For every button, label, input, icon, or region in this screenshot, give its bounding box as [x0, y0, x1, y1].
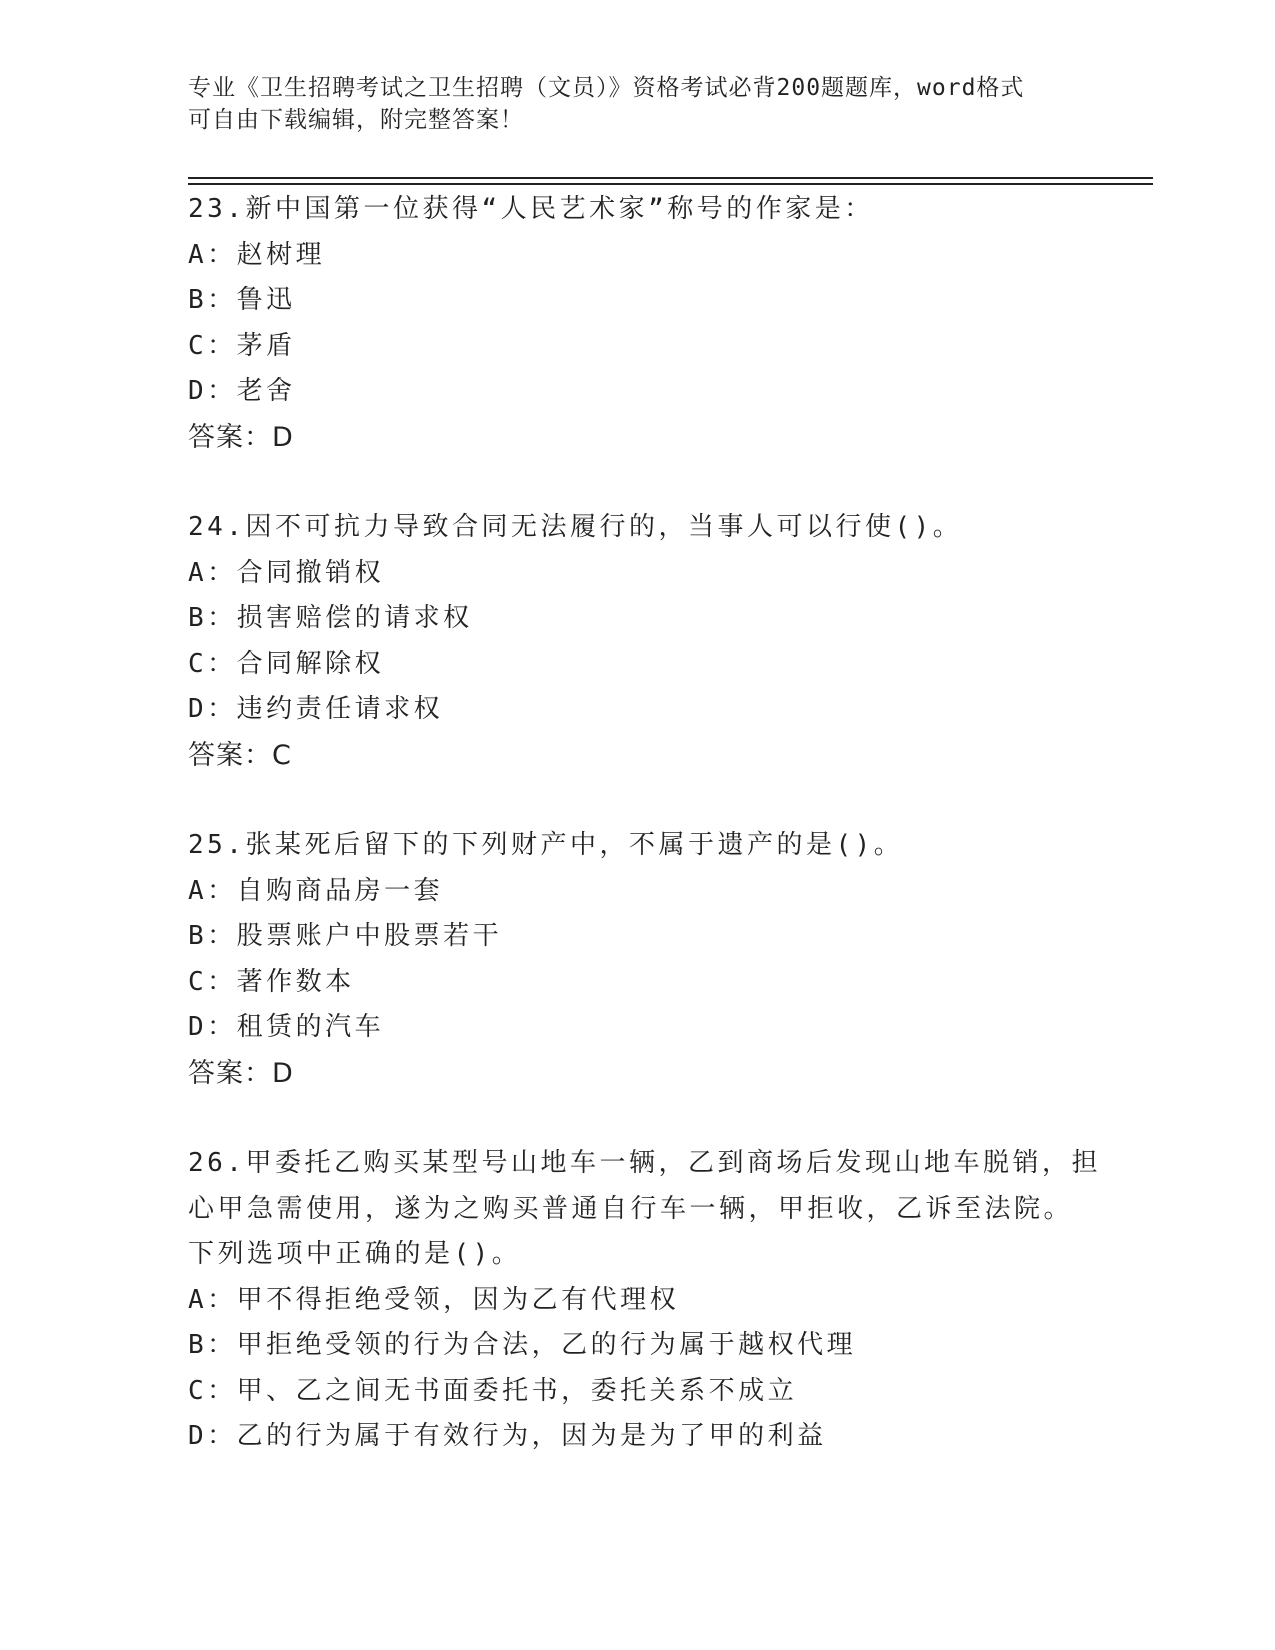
option-c: C：茅盾	[188, 330, 296, 361]
header-divider-top	[188, 177, 1153, 179]
option-b: B：鲁迅	[188, 285, 296, 315]
option-d: D：违约责任请求权	[188, 694, 444, 724]
question-stem: 24.因不可抗力导致合同无法履行的，当事人可以行使()。	[188, 512, 963, 542]
option-d: D：租赁的汽车	[188, 1012, 385, 1042]
question-item	[188, 187, 1088, 460]
question-stem-line-1: 26.甲委托乙购买某型号山地车一辆，乙到商场后发现山地车脱销，担	[188, 1148, 1101, 1178]
option-a: A：自购商品房一套	[188, 875, 444, 906]
question-stem: 25.张某死后留下的下列财产中，不属于遗产的是()。	[188, 830, 904, 860]
answer-line: 答案：D	[188, 421, 294, 453]
option-c: C：合同解除权	[188, 648, 385, 679]
answer-line: 答案：C	[188, 739, 292, 771]
option-d: D：老舍	[188, 376, 296, 406]
option-a: A：合同撤销权	[188, 557, 385, 588]
question-stem-line-3: 下列选项中正确的是()。	[188, 1239, 522, 1269]
header-title-line-2: 可自由下载编辑，附完整答案！	[188, 107, 524, 133]
question-stem: 23.新中国第一位获得“人民艺术家”称号的作家是：	[188, 194, 874, 224]
question-list	[188, 187, 1101, 1505]
document-header	[188, 72, 1068, 136]
option-b: B：甲拒绝受领的行为合法，乙的行为属于越权代理	[188, 1330, 857, 1360]
option-b: B：损害赔偿的请求权	[188, 603, 473, 633]
option-c: C：著作数本	[188, 966, 355, 997]
option-a: A：赵树理	[188, 239, 326, 270]
option-d: D：乙的行为属于有效行为，因为是为了甲的利益	[188, 1421, 827, 1451]
option-c: C：甲、乙之间无书面委托书，委托关系不成立	[188, 1375, 798, 1406]
answer-line: 答案：D	[188, 1057, 294, 1089]
header-divider-bottom	[188, 183, 1153, 185]
option-a: A：甲不得拒绝受领，因为乙有代理权	[188, 1284, 680, 1315]
question-stem-line-2: 心甲急需使用，遂为之购买普通自行车一辆，甲拒收，乙诉至法院。	[188, 1193, 1074, 1224]
question-item	[188, 505, 1088, 778]
question-item	[188, 823, 1088, 1096]
question-item	[188, 1141, 1101, 1460]
option-b: B：股票账户中股票若干	[188, 921, 503, 951]
header-title-line-1: 专业《卫生招聘考试之卫生招聘（文员）》资格考试必背200题题库，word格式	[188, 75, 1025, 101]
